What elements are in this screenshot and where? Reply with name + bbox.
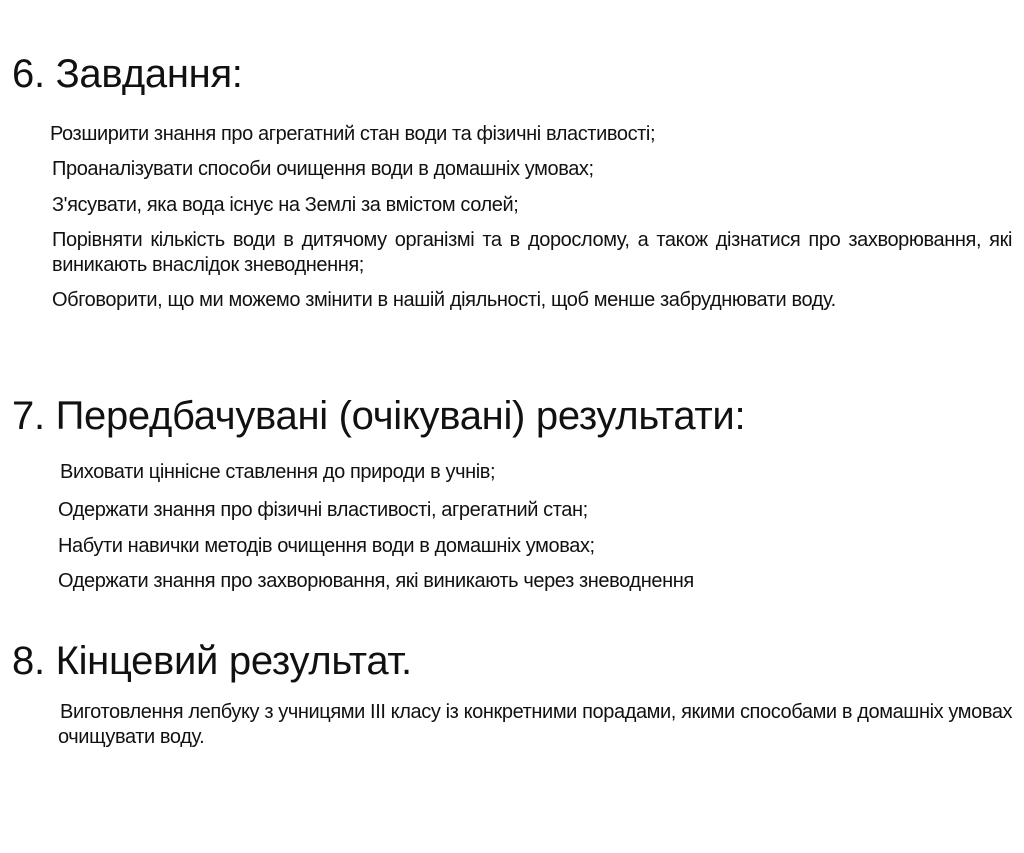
task-item: Порівняти кількість води в дитячому організмі та в дорослому, а також дізнатися про захворювання, які виникають внаслідок зневоднення; [52,229,1012,276]
final-result-text: Виготовлення лепбуку з учницями ІІІ класу із конкретними порадами, якими способами в домашніх умовах очищувати воду. [58,701,1013,748]
task-item: Обговорити, що ми можемо змінити в нашій діяльності, щоб менше забруднювати воду. [52,289,836,311]
task-item: З'ясувати, яка вода існує на Землі за вмістом солей; [52,194,519,216]
result-item: Одержати знання про фізичні властивості, агрегатний стан; [58,499,588,521]
result-item: Одержати знання про захворювання, які виникають через зневоднення [58,570,694,592]
result-item: Виховати ціннісне ставлення до природи в учнів; [60,461,496,483]
task-item: Розширити знання про агрегатний стан води та фізичні властивості; [50,123,656,145]
result-item: Набути навички методів очищення води в домашніх умовах; [58,535,595,557]
section-heading-final-result: 8. Кінцевий результат. [12,639,412,683]
section-heading-tasks: 6. Завдання: [12,52,243,96]
section-heading-expected-results: 7. Передбачувані (очікувані) результати: [12,394,746,438]
task-item: Проаналізувати способи очищення води в домашніх умовах; [52,158,594,180]
